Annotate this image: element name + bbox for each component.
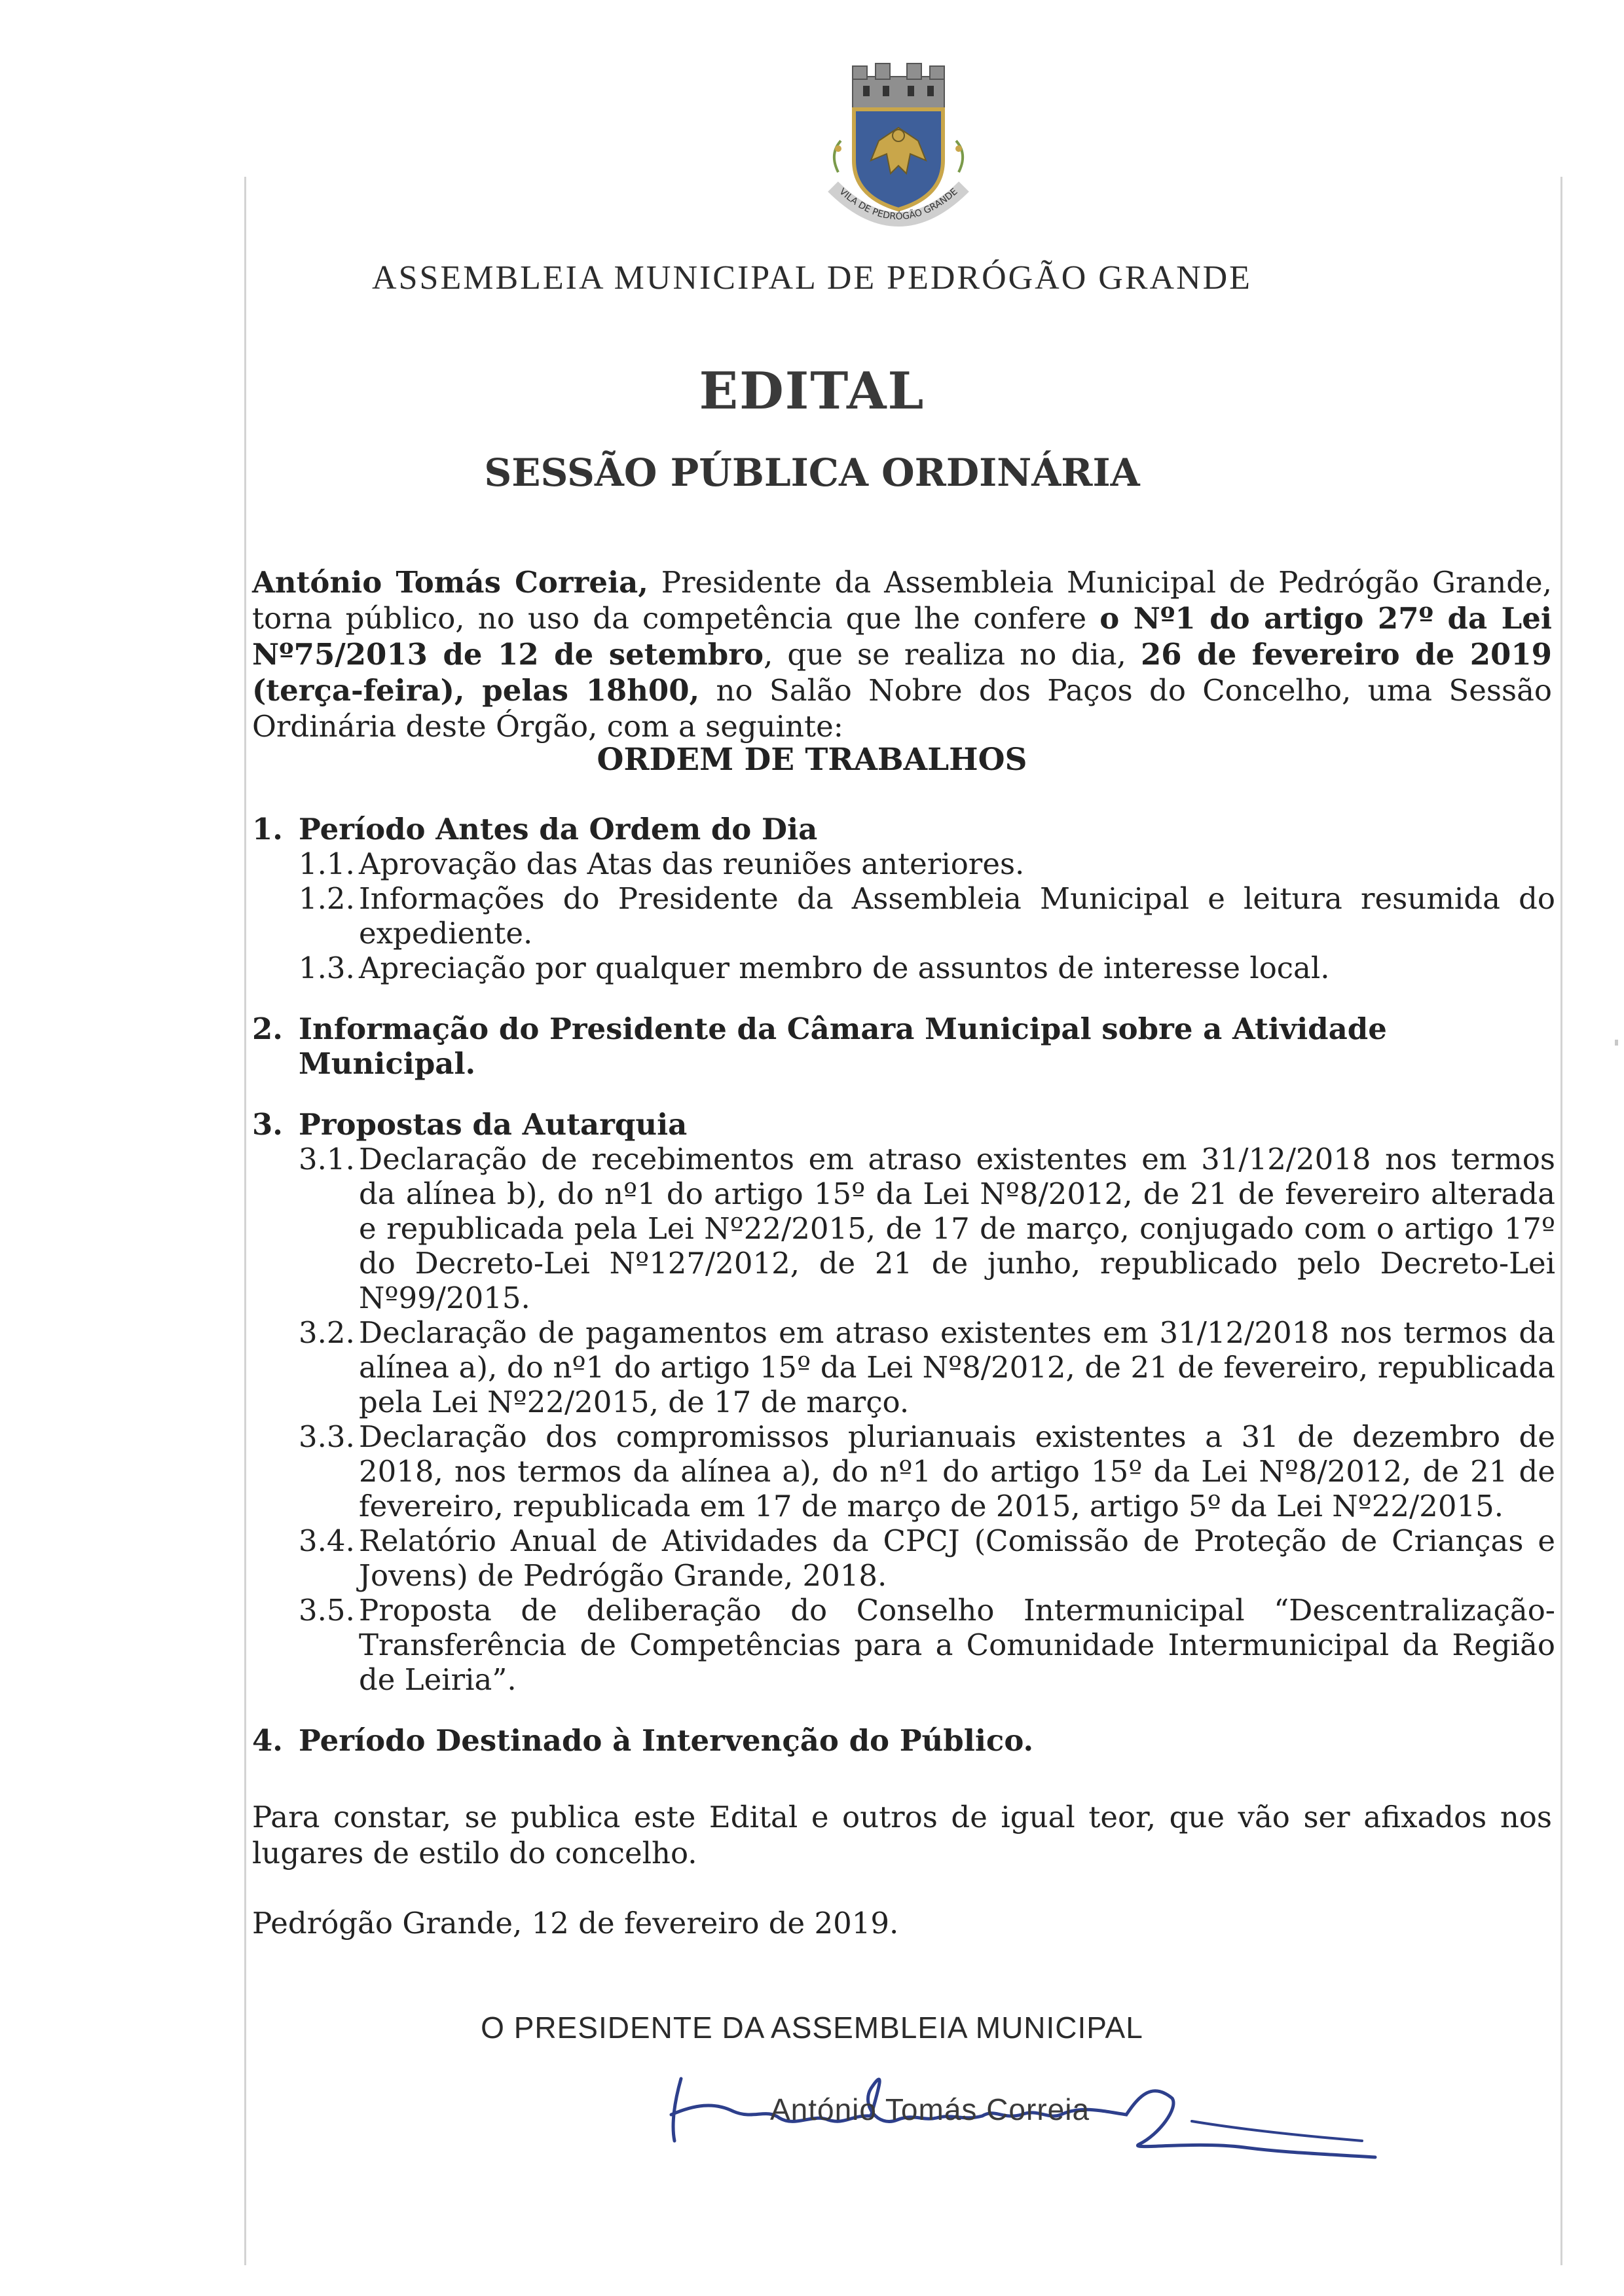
section-number: 3. — [252, 1107, 283, 1142]
intro-president-name: António Tomás Correia, — [252, 565, 648, 600]
agenda-item — [252, 847, 1555, 881]
item-text: Declaração dos compromissos plurianuais existentes a 31 de dezembro de 2018, nos termos da alínea a), do nº1 do artigo 15º da Lei Nº8/2012, de 21 de fevereiro, republicada em 17 de março de 2015, artigo 5º da Lei Nº22/2015. — [359, 1419, 1555, 1523]
item-number: 3.4. — [299, 1523, 355, 1558]
section-title: Informação do Presidente da Câmara Municipal sobre a Atividade Municipal. — [299, 1011, 1387, 1081]
agenda-item — [252, 1593, 1555, 1697]
section-number: 2. — [252, 1011, 283, 1046]
right-margin-rule — [1560, 177, 1562, 2265]
item-number: 1.1. — [299, 847, 355, 881]
item-number: 3.1. — [299, 1142, 355, 1176]
intro-text-1: Presidente da Assembleia Municipal de Pedrógão Grande, torna público, no uso da competência que lhe confere — [252, 565, 1552, 636]
signature-role: O PRESIDENTE DA ASSEMBLEIA MUNICIPAL — [481, 2011, 1143, 2045]
intro-text-2: , que se realiza no dia, — [763, 637, 1141, 672]
intro-paragraph — [252, 564, 1552, 744]
signatory-name: António Tomás Correia — [769, 2092, 1090, 2126]
item-text: Relatório Anual de Atividades da CPCJ (Comissão de Proteção de Crianças e Jovens) de Pedrógão Grande, 2018. — [359, 1523, 1555, 1593]
agenda-item — [252, 951, 1555, 985]
document-title: EDITAL — [699, 361, 925, 421]
item-text: Aprovação das Atas das reuniões anteriores. — [359, 847, 1025, 881]
agenda-item — [252, 1523, 1555, 1593]
agenda-section — [252, 1723, 1555, 1758]
item-number: 3.2. — [299, 1315, 355, 1350]
agenda-section — [252, 1107, 1555, 1697]
item-number: 1.2. — [299, 881, 355, 916]
agenda-item — [252, 881, 1555, 951]
item-number: 3.3. — [299, 1419, 355, 1454]
place-and-date: Pedrógão Grande, 12 de fevereiro de 2019. — [252, 1906, 899, 1941]
agenda-heading: ORDEM DE TRABALHOS — [597, 742, 1027, 778]
item-text: Declaração de pagamentos em atraso existentes em 31/12/2018 nos termos da alínea a), do nº1 do artigo 15º da Lei Nº8/2012, de 21 de fevereiro, republicada pela Lei Nº22/2015, de 17 de março. — [359, 1315, 1555, 1419]
agenda-list — [252, 812, 1555, 1784]
item-number: 3.5. — [299, 1593, 355, 1628]
agenda-item — [252, 1315, 1555, 1419]
municipal-crest-icon — [807, 62, 990, 239]
item-text: Apreciação por qualquer membro de assuntos de interesse local. — [359, 951, 1330, 985]
section-number: 1. — [252, 812, 283, 847]
section-title: Período Antes da Ordem do Dia — [299, 812, 818, 847]
intro-text-3: no Salão Nobre dos Paços do Concelho, uma Sessão Ordinária deste Órgão, com a seguinte: — [252, 673, 1552, 744]
assembly-header: ASSEMBLEIA MUNICIPAL DE PEDRÓGÃO GRANDE — [372, 259, 1252, 297]
intro-session-date: 26 de fevereiro de 2019 (terça-feira), pelas 18h00, — [252, 637, 1552, 708]
section-title: Propostas da Autarquia — [299, 1107, 688, 1142]
document-subtitle: SESSÃO PÚBLICA ORDINÁRIA — [484, 450, 1140, 495]
item-text: Proposta de deliberação do Conselho Intermunicipal “Descentralização-Transferência de Competências para a Comunidade Intermunicipal da Região de Leiria”. — [359, 1593, 1555, 1697]
agenda-section — [252, 1011, 1555, 1081]
agenda-section — [252, 812, 1555, 985]
item-text: Declaração de recebimentos em atraso existentes em 31/12/2018 nos termos da alínea b), do nº1 do artigo 15º da Lei Nº8/2012, de 21 de fevereiro alterada e republicada pela Lei Nº22/2015, de 17 de março, conjugado com o artigo 17º do Decreto-Lei Nº127/2012, de 21 de junho, republicado pelo Decreto-Lei Nº99/2015. — [359, 1142, 1555, 1315]
section-number: 4. — [252, 1723, 283, 1758]
intro-law-reference: o Nº1 do artigo 27º da Lei Nº75/2013 de 12 de setembro — [252, 601, 1552, 672]
item-number: 1.3. — [299, 951, 355, 985]
agenda-item — [252, 1419, 1555, 1523]
section-title: Período Destinado à Intervenção do Público. — [299, 1723, 1034, 1758]
agenda-item — [252, 1142, 1555, 1315]
item-text: Informações do Presidente da Assembleia Municipal e leitura resumida do expediente. — [359, 881, 1555, 951]
closing-paragraph: Para constar, se publica este Edital e outros de igual teor, que vão ser afixados nos lugares de estilo do concelho. — [252, 1800, 1552, 1870]
scan-speck — [1615, 1040, 1618, 1046]
crest-ribbon-text: VILA DE PEDRÓGÃO GRANDE — [837, 186, 960, 223]
